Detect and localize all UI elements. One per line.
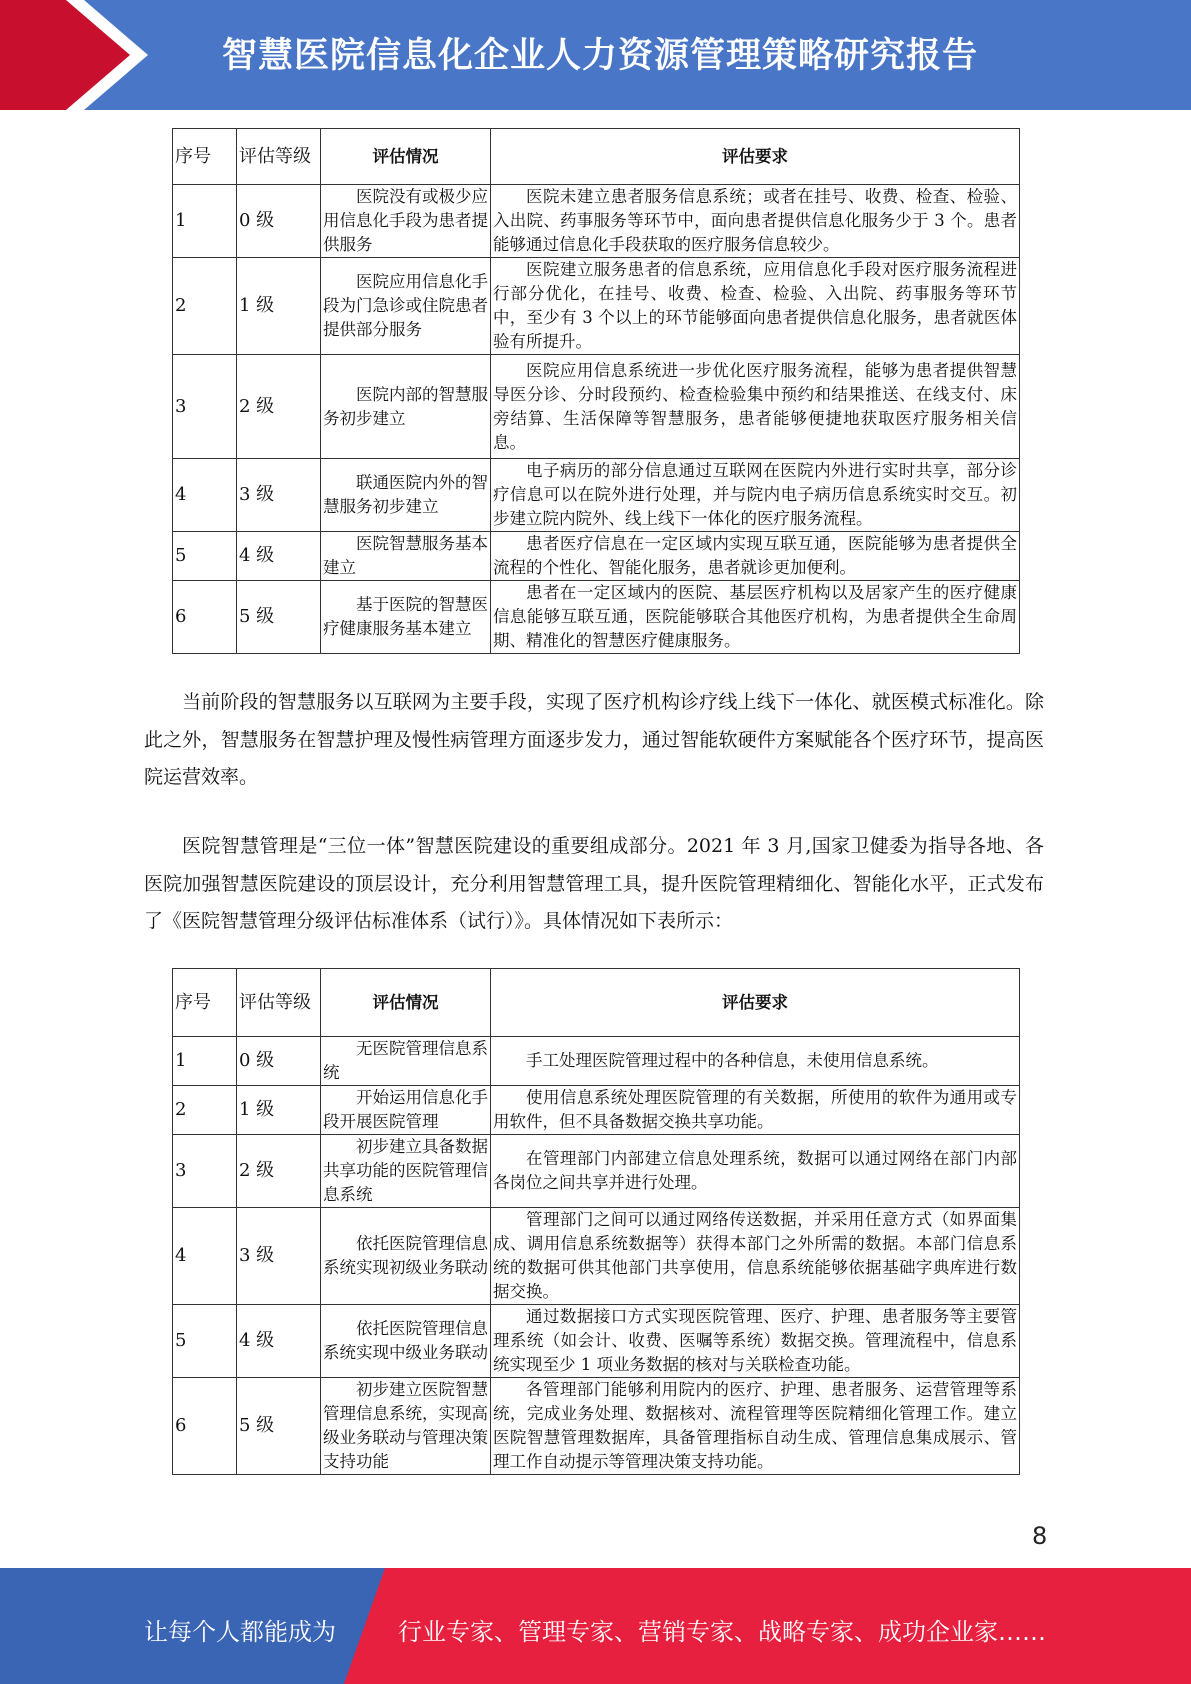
cell-level: 2 级 [237,1135,321,1208]
table-row [173,459,1020,532]
cell-no: 1 [173,1037,237,1086]
body-paragraph: 医院智慧管理是“三位一体”智慧医院建设的重要组成部分。2021 年 3 月,国家卫健委为指导各地、各医院加强智慧医院建设的顶层设计，充分利用智慧管理工具，提升医院管理精细化、智能化水平，正式发布了《医院智慧管理分级评估标准体系（试行）》。具体情况如下表所示： [144,835,1044,932]
cell-status: 开始运用信息化手段开展医院管理 [321,1086,491,1135]
cell-no: 5 [173,532,237,581]
cell-status: 医院应用信息化手段为门急诊或住院患者提供部分服务 [321,258,491,355]
cell-level: 5 级 [237,581,321,654]
col-header-requirement: 评估要求 [491,969,1020,1037]
col-header-status: 评估情况 [321,969,491,1037]
cell-no: 6 [173,1378,237,1475]
smart-management-table [172,968,1020,1475]
cell-status: 医院智慧服务基本建立 [321,532,491,581]
col-header-no: 序号 [173,129,237,185]
cell-status: 初步建立医院智慧管理信息系统，实现高级业务联动与管理决策支持功能 [321,1378,491,1475]
cell-level: 0 级 [237,1037,321,1086]
table-header-row [173,129,1020,185]
col-header-status: 评估情况 [321,129,491,185]
report-title: 智慧医院信息化企业人力资源管理策略研究报告 [222,36,979,76]
page-header [0,0,1191,110]
table-row [173,532,1020,581]
cell-level: 4 级 [237,1305,321,1378]
cell-level: 5 级 [237,1378,321,1475]
table-row [173,1305,1020,1378]
table-row [173,258,1020,355]
cell-level: 3 级 [237,459,321,532]
cell-level: 4 级 [237,532,321,581]
col-header-level: 评估等级 [237,969,321,1037]
page-footer [0,1568,1191,1684]
table-row [173,1086,1020,1135]
table-header-row [173,969,1020,1037]
footer-slogan-right: 行业专家、管理专家、营销专家、战略专家、成功企业家…… [398,1618,1046,1646]
cell-status: 无医院管理信息系统 [321,1037,491,1086]
table-row [173,581,1020,654]
cell-requirement: 电子病历的部分信息通过互联网在医院内外进行实时共享，部分诊疗信息可以在院外进行处理，并与院内电子病历信息系统实时交互。初步建立院内院外、线上线下一体化的医疗服务流程。 [491,459,1020,532]
cell-no: 4 [173,1208,237,1305]
cell-status: 联通医院内外的智慧服务初步建立 [321,459,491,532]
cell-level: 2 级 [237,355,321,459]
cell-requirement: 医院应用信息系统进一步优化医疗服务流程，能够为患者提供智慧导医分诊、分时段预约、检查检验集中预约和结果推送、在线支付、床旁结算、生活保障等智慧服务，患者能够便捷地获取医疗服务相关信息。 [491,355,1020,459]
cell-requirement: 管理部门之间可以通过网络传送数据，并采用任意方式（如界面集成、调用信息系统数据等）获得本部门之外所需的数据。本部门信息系统的数据可供其他部门共享使用，信息系统能够依据基础字典库进行数据交换。 [491,1208,1020,1305]
cell-requirement: 患者在一定区域内的医院、基层医疗机构以及居家产生的医疗健康信息能够互联互通，医院能够联合其他医疗机构，为患者提供全生命周期、精准化的智慧医疗健康服务。 [491,581,1020,654]
col-header-level: 评估等级 [237,129,321,185]
table-row [173,1037,1020,1086]
cell-status: 医院内部的智慧服务初步建立 [321,355,491,459]
page-number: 8 [1032,1522,1048,1550]
table-row [173,185,1020,258]
footer-slogan-left: 让每个人都能成为 [144,1618,336,1646]
cell-no: 2 [173,258,237,355]
cell-status: 医院没有或极少应用信息化手段为患者提供服务 [321,185,491,258]
cell-requirement: 医院未建立患者服务信息系统；或者在挂号、收费、检查、检验、入出院、药事服务等环节中，面向患者提供信息化服务少于 3 个。患者能够通过信息化手段获取的医疗服务信息较少。 [491,185,1020,258]
col-header-no: 序号 [173,969,237,1037]
cell-level: 1 级 [237,258,321,355]
cell-status: 基于医院的智慧医疗健康服务基本建立 [321,581,491,654]
cell-no: 6 [173,581,237,654]
cell-no: 1 [173,185,237,258]
table-row [173,1208,1020,1305]
body-paragraph: 当前阶段的智慧服务以互联网为主要手段，实现了医疗机构诊疗线上线下一体化、就医模式标准化。除此之外，智慧服务在智慧护理及慢性病管理方面逐步发力，通过智能软硬件方案赋能各个医疗环节，提高医院运营效率。 [144,691,1044,788]
cell-no: 5 [173,1305,237,1378]
cell-no: 4 [173,459,237,532]
cell-requirement: 各管理部门能够利用院内的医疗、护理、患者服务、运营管理等系统，完成业务处理、数据核对、流程管理等医院精细化管理工作。建立医院智慧管理数据库，具备管理指标自动生成、管理信息集成展示、管理工作自动提示等管理决策支持功能。 [491,1378,1020,1475]
smart-service-table [172,128,1020,654]
cell-status: 初步建立具备数据共享功能的医院管理信息系统 [321,1135,491,1208]
cell-requirement: 在管理部门内部建立信息处理系统，数据可以通过网络在部门内部各岗位之间共享并进行处理。 [491,1135,1020,1208]
cell-requirement: 手工处理医院管理过程中的各种信息，未使用信息系统。 [491,1037,1020,1086]
cell-no: 3 [173,1135,237,1208]
cell-level: 0 级 [237,185,321,258]
table-row [173,1135,1020,1208]
table-row [173,355,1020,459]
chevron-icon [0,0,160,110]
col-header-requirement: 评估要求 [491,129,1020,185]
cell-requirement: 患者医疗信息在一定区域内实现互联互通，医院能够为患者提供全流程的个性化、智能化服务，患者就诊更加便利。 [491,532,1020,581]
cell-requirement: 使用信息系统处理医院管理的有关数据，所使用的软件为通用或专用软件，但不具备数据交换共享功能。 [491,1086,1020,1135]
cell-requirement: 医院建立服务患者的信息系统，应用信息化手段对医疗服务流程进行部分优化，在挂号、收费、检查、检验、入出院、药事服务等环节中，至少有 3 个以上的环节能够面向患者提供信息化服务，患者就医体验有所提升。 [491,258,1020,355]
table-row [173,1378,1020,1475]
cell-level: 3 级 [237,1208,321,1305]
cell-status: 依托医院管理信息系统实现初级业务联动 [321,1208,491,1305]
cell-status: 依托医院管理信息系统实现中级业务联动 [321,1305,491,1378]
cell-no: 3 [173,355,237,459]
cell-no: 2 [173,1086,237,1135]
cell-requirement: 通过数据接口方式实现医院管理、医疗、护理、患者服务等主要管理系统（如会计、收费、医嘱等系统）数据交换。管理流程中，信息系统实现至少 1 项业务数据的核对与关联检查功能。 [491,1305,1020,1378]
cell-level: 1 级 [237,1086,321,1135]
